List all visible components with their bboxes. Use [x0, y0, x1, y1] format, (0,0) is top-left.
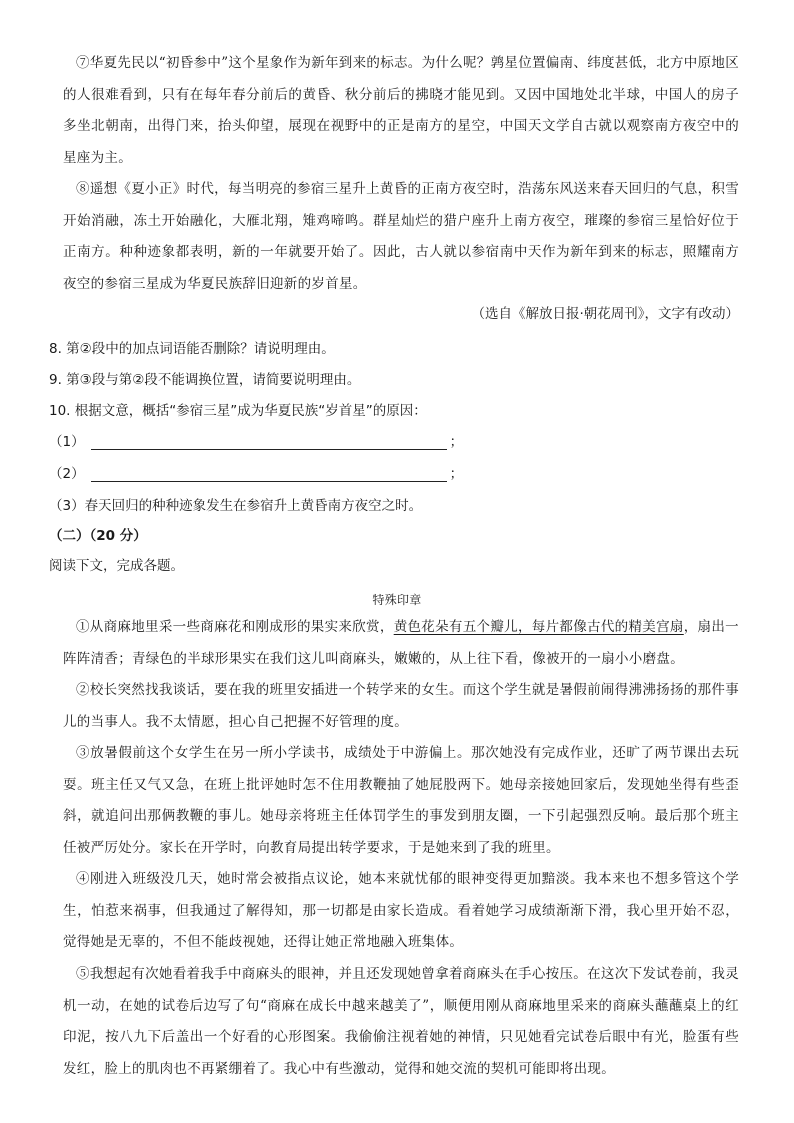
article-paragraph-1	[63, 612, 739, 675]
answer-3: （3）春天回归的种种迹象发生在参宿升上黄昏南方夜空之时。	[49, 498, 423, 514]
article-paragraph-5: ⑤我想起有次她看着我手中商麻头的眼神，并且还发现她曾拿着商麻头在手心按压。在这次下发试卷前，我灵机一动，在她的试卷后边写了句“商麻在成长中越来越美了”，顺便用刚从商麻地里采来的商麻头蘸蘸桌上的红印泥，按八九下后盖出一个好看的心形图案。我偷偷注视着她的神情，只见她看完试卷后眼中有光，脸蛋有些发红，脸上的肌肉也不再紧绷着了。我心中有些激动，觉得和她交流的契机可能即将出现。	[63, 966, 739, 1077]
section-2-heading: （二）（20 分）	[49, 528, 147, 544]
answer-end-1: ；	[449, 434, 464, 450]
answer-label-1: （1）	[49, 434, 85, 450]
answer-end-2: ；	[449, 466, 464, 482]
paragraph-1-underlined: 黄色花朵有五个瓣儿，每片都像古代的精美宫扇	[393, 619, 684, 635]
question-8: 8. 第②段中的加点词语能否删除？请说明理由。	[49, 341, 335, 357]
answer-blank-2[interactable]	[91, 467, 447, 482]
question-10: 10. 根据文意，概括“参宿三星”成为华夏民族“岁首星”的原因：	[49, 403, 427, 419]
article-title: 特殊印章	[372, 593, 422, 607]
paragraph-1-start: ①从商麻地里采一些商麻花和刚成形的果实来欣赏，	[76, 619, 394, 635]
answer-row-1	[49, 430, 463, 450]
answer-label-2: （2）	[49, 466, 85, 482]
answer-row-2	[49, 462, 463, 482]
article-paragraph-4: ④刚进入班级没几天，她时常会被指点议论，她本来就忧郁的眼神变得更加黯淡。我本来也不想多管这个学生，怕惹来祸事，但我通过了解得知，那一切都是由家长造成。看着她学习成绩渐渐下滑，我心里开始不忍，觉得她是无辜的，不但不能歧视她，还得让她正常地融入班集体。	[63, 871, 739, 950]
passage-paragraph-8: ⑧遥想《夏小正》时代，每当明亮的参宿三星升上黄昏的正南方夜空时，浩荡东风送来春天回归的气息，积雪开始消融，冻土开始融化，大雁北翔，雉鸡啼鸣。群星灿烂的猎户座升上南方夜空，璀璨的参宿三星恰好位于正南方。种种迹象都表明，新的一年就要开始了。因此，古人就以参宿南中天作为新年到来的标志，照耀南方夜空的参宿三星成为华夏民族辞旧迎新的岁首星。	[63, 181, 739, 292]
question-9: 9. 第③段与第②段不能调换位置，请简要说明理由。	[49, 372, 361, 388]
section-2-instruction: 阅读下文，完成各题。	[49, 558, 184, 574]
source-citation: （选自《解放日报·朝花周刊》，文字有改动）	[471, 306, 739, 322]
article-paragraph-3: ③放暑假前这个女学生在另一所小学读书，成绩处于中游偏上。那次她没有完成作业，还旷了两节课出去玩耍。班主任又气又急，在班上批评她时怎不住用教鞭抽了她屁股两下。她母亲接她回家后，发现她坐得有些歪斜，就追问出那俩教鞭的事儿。她母亲将班主任体罚学生的事发到朋友圈，一下引起强烈反响。最后那个班主任被严厉处分。家长在开学时，向教育局提出转学要求，于是她来到了我的班里。	[63, 745, 739, 856]
passage-paragraph-7: ⑦华夏先民以“初昏参中”这个星象作为新年到来的标志。为什么呢？鹑星位置偏南、纬度甚低，北方中原地区的人很难看到，只有在每年春分前后的黄昏、秋分前后的拂晓才能见到。又因中国地处北半球，中国人的房子多坐北朝南，出得门来，抬头仰望，展现在视野中的正是南方的星空，中国天文学自古就以观察南方夜空中的星座为主。	[63, 55, 740, 166]
paragraph-1-end: ，扇出一阵阵清香；青绿色的半球形果实在我们这儿叫商麻头，嫩嫩的，从上往下看，像被开的一扇小小磨盘。	[63, 619, 739, 667]
article-paragraph-2: ②校长突然找我谈话，要在我的班里安插进一个转学来的女生。而这个学生就是暑假前闹得沸沸扬扬的那件事儿的当事人。我不太情愿，担心自己把握不好管理的度。	[63, 682, 739, 730]
answer-blank-1[interactable]	[91, 435, 447, 450]
